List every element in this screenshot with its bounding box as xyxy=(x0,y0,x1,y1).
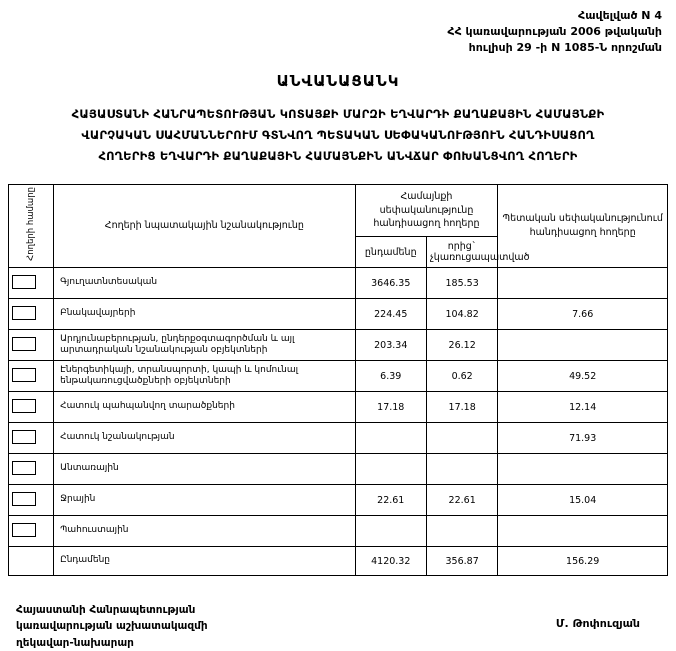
row-checkbox-cell[interactable] xyxy=(9,516,54,547)
checkbox-icon[interactable] xyxy=(12,523,36,537)
row-state: 7.66 xyxy=(498,299,668,330)
subtitle-line-1: ՀԱՅԱՍՏԱՆԻ ՀԱՆՐԱՊԵՏՈՒԹՅԱՆ ԿՈՏԱՅՔԻ ՄԱՐԶԻ ԵՂՎԱՐԴԻ ՔԱՂԱՔԱՅԻՆ ՀԱՄԱՅՆՔԻ xyxy=(71,106,605,121)
row-community-unbuilt: 17.18 xyxy=(426,392,497,423)
total-community-total: 4120.32 xyxy=(355,547,426,576)
row-category: Պահուստային xyxy=(54,516,355,547)
table-row xyxy=(9,392,668,423)
header-sub-total: ընդամենը xyxy=(355,237,426,268)
row-state: 15.04 xyxy=(498,485,668,516)
table-row xyxy=(9,299,668,330)
row-community-total: 17.18 xyxy=(355,392,426,423)
row-community-unbuilt: 26.12 xyxy=(426,330,497,361)
row-community-total: 22.61 xyxy=(355,485,426,516)
header-index-label: Հողերի համարը xyxy=(25,186,36,261)
row-category: Արդյունաբերության, ընդերքօգտագործման և այլ արտադրական նշանակության օբյեկտների xyxy=(54,330,355,361)
row-checkbox-cell[interactable] xyxy=(9,454,54,485)
table-row xyxy=(9,454,668,485)
table-row xyxy=(9,485,668,516)
checkbox-icon[interactable] xyxy=(12,492,36,506)
header-category: Հողերի նպատակային նշանակությունը xyxy=(54,184,355,268)
row-category: Գյուղատնտեսական xyxy=(54,268,355,299)
checkbox-icon[interactable] xyxy=(12,337,36,351)
row-state xyxy=(498,330,668,361)
header-state: Պետական սեփականությունում հանդիսացող հողերը xyxy=(498,184,668,268)
header-index xyxy=(9,184,54,268)
header-line-3: հուլիսի 29 -ի N 1085-Ն որոշման xyxy=(468,40,662,54)
row-community-total xyxy=(355,423,426,454)
table-total-row xyxy=(9,547,668,576)
total-community-unbuilt: 356.87 xyxy=(426,547,497,576)
row-community-total xyxy=(355,516,426,547)
table-row xyxy=(9,516,668,547)
row-category: Անտառային xyxy=(54,454,355,485)
row-community-total: 203.34 xyxy=(355,330,426,361)
document-subtitle xyxy=(16,104,660,168)
row-category: Հատուկ պահպանվող տարածքների xyxy=(54,392,355,423)
row-state: 49.52 xyxy=(498,361,668,392)
total-index-cell xyxy=(9,547,54,576)
row-community-total: 6.39 xyxy=(355,361,426,392)
document-header xyxy=(0,0,676,56)
total-state: 156.29 xyxy=(498,547,668,576)
total-label: Ընդամենը xyxy=(54,547,355,576)
header-line-2: ՀՀ կառավարության 2006 թվականի xyxy=(447,24,662,38)
checkbox-icon[interactable] xyxy=(12,399,36,413)
row-community-total: 3646.35 xyxy=(355,268,426,299)
row-community-unbuilt xyxy=(426,423,497,454)
table-row xyxy=(9,361,668,392)
row-checkbox-cell[interactable] xyxy=(9,330,54,361)
row-community-unbuilt xyxy=(426,516,497,547)
land-table xyxy=(8,184,668,577)
header-line-1: Հավելված N 4 xyxy=(578,9,662,22)
footer-line-2: կառավարության աշխատակազմի xyxy=(16,620,208,633)
row-community-unbuilt: 22.61 xyxy=(426,485,497,516)
table-row xyxy=(9,423,668,454)
row-state xyxy=(498,268,668,299)
row-checkbox-cell[interactable] xyxy=(9,392,54,423)
row-checkbox-cell[interactable] xyxy=(9,485,54,516)
row-community-total: 224.45 xyxy=(355,299,426,330)
table-row xyxy=(9,330,668,361)
table-row xyxy=(9,268,668,299)
row-checkbox-cell[interactable] xyxy=(9,361,54,392)
row-category: Բնակավայրերի xyxy=(54,299,355,330)
subtitle-line-2: ՎԱՐՉԱԿԱՆ ՍԱՀՄԱՆՆԵՐՈՒՄ ԳՏՆՎՈՂ ՊԵՏԱԿԱՆ ՍԵՓԱԿԱՆՈՒԹՅՈՒՆ ՀԱՆԴԻՍԱՑՈՂ xyxy=(81,128,595,143)
header-sub-unbuilt: որից` չկառուցապատված xyxy=(426,237,497,268)
footer-line-3: ղեկավար-նախարար xyxy=(16,636,134,649)
footer-line-1: Հայաստանի Հանրապետության xyxy=(16,604,196,617)
row-category: Հատուկ նշանակության xyxy=(54,423,355,454)
row-checkbox-cell[interactable] xyxy=(9,423,54,454)
row-checkbox-cell[interactable] xyxy=(9,299,54,330)
table-header-row xyxy=(9,184,668,237)
row-state xyxy=(498,454,668,485)
page-title: ԱՆՎԱՆԱՑԱՆԿ xyxy=(276,71,400,90)
row-state: 12.14 xyxy=(498,392,668,423)
row-community-unbuilt: 0.62 xyxy=(426,361,497,392)
row-checkbox-cell[interactable] xyxy=(9,268,54,299)
row-state xyxy=(498,516,668,547)
checkbox-icon[interactable] xyxy=(12,461,36,475)
row-community-total xyxy=(355,454,426,485)
row-community-unbuilt xyxy=(426,454,497,485)
row-category: Էներգետիկայի, տրանսպորտի, կապի և կոմունալ ենթակառուցվածքների օբյեկտների xyxy=(54,361,355,392)
header-community-group: Համայնքի սեփականությունը հանդիսացող հողերը xyxy=(355,184,498,237)
row-state: 71.93 xyxy=(498,423,668,454)
checkbox-icon[interactable] xyxy=(12,430,36,444)
row-community-unbuilt: 104.82 xyxy=(426,299,497,330)
signature-name: Մ. Թոփուզյան xyxy=(555,617,640,630)
row-category: Ջրային xyxy=(54,485,355,516)
checkbox-icon[interactable] xyxy=(12,306,36,320)
checkbox-icon[interactable] xyxy=(12,368,36,382)
checkbox-icon[interactable] xyxy=(12,275,36,289)
row-community-unbuilt: 185.53 xyxy=(426,268,497,299)
subtitle-line-3: ՀՈՂԵՐԻՑ ԵՂՎԱՐԴԻ ՔԱՂԱՔԱՅԻՆ ՀԱՄԱՅՆՔԻՆ ԱՆՎՃԱՐ ՓՈԽԱՆՑՎՈՂ ՀՈՂԵՐԻ xyxy=(98,149,578,164)
